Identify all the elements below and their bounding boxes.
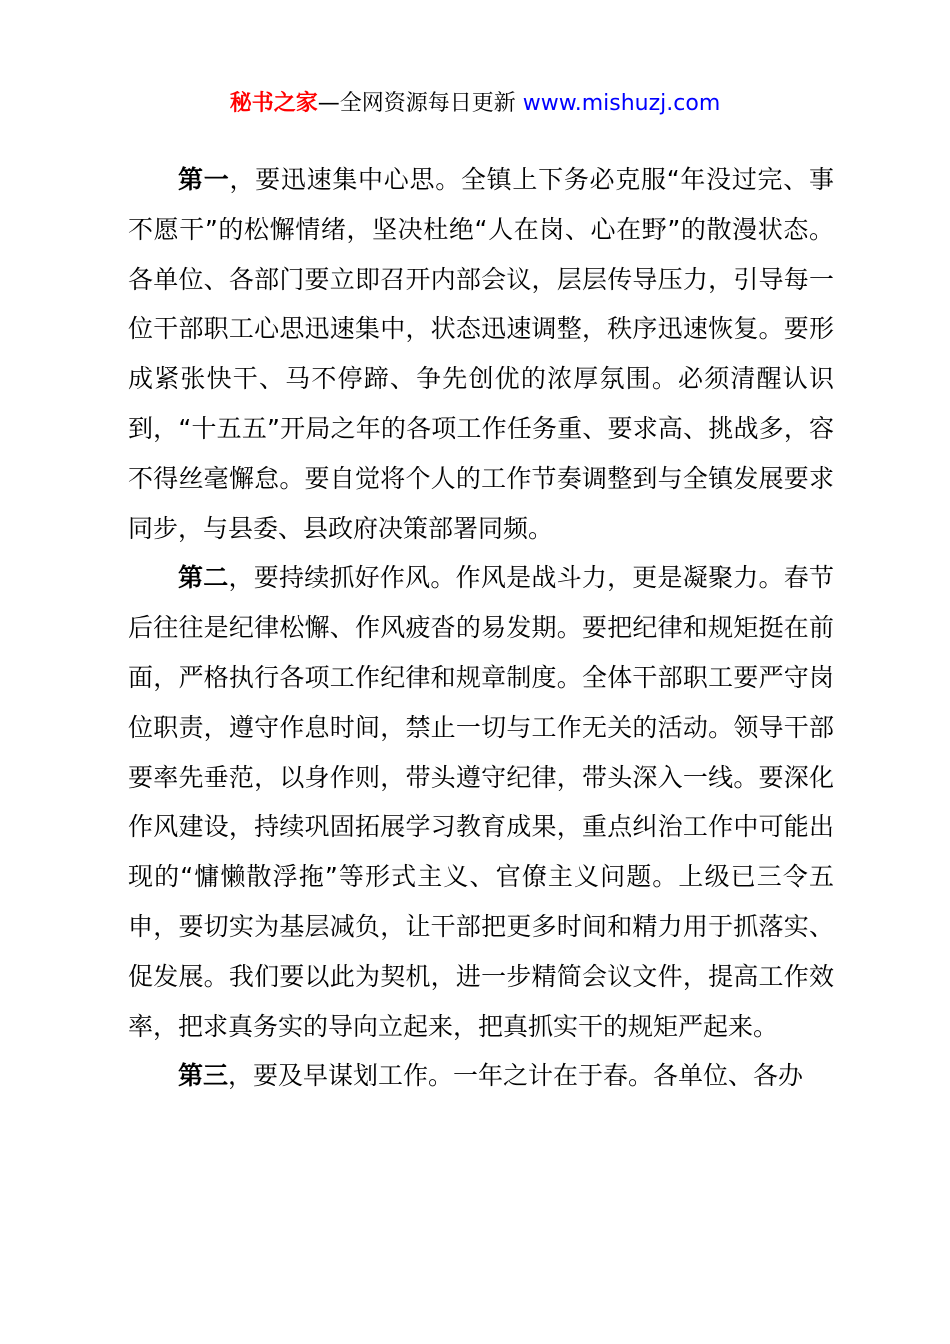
document-body [128,155,834,1101]
paragraph-1 [128,155,834,553]
site-brand: 秘书之家 [229,91,318,116]
paragraph-3 [128,1051,834,1101]
site-url-link[interactable]: www.mishuzj.com [522,91,721,116]
paragraph-lead: 第三 [178,1061,229,1091]
paragraph-text: ，要持续抓好作风。作风是战斗力，更是凝聚力。春节后往往是纪律松懈、作风疲沓的易发期。要把纪律和规矩挺在前面，严格执行各项工作纪律和规章制度。全体干部职工要严守岗位职责，遵守作息时间，禁止一切与工作无关的活动。领导干部要率先垂范，以身作则，带头遵守纪律，带头深入一线。要深化作风建设，持续巩固拓展学习教育成果，重点纠治工作中可能出现的“慵懒散浮拖”等形式主义、官僚主义问题。上级已三令五申，要切实为基层减负，让干部把更多时间和精力用于抓落实、促发展。我们要以此为契机，进一步精简会议文件，提高工作效率，把求真务实的导向立起来，把真抓实干的规矩严起来。 [128,563,834,1041]
paragraph-lead: 第一 [178,165,230,194]
paragraph-lead: 第二 [178,563,229,593]
site-header [0,88,950,120]
paragraph-text: ，要及早谋划工作。一年之计在于春。各单位、各办 [228,1061,804,1091]
paragraph-text: ，要迅速集中心思。全镇上下务必克服“年没过完、事不愿干”的松懈情绪，坚决杜绝“人在岗、心在野”的散漫状态。各单位、各部门要立即召开内部会议，层层传导压力，引导每一位干部职工心思迅速集中，状态迅速调整，秩序迅速恢复。要形成紧张快干、马不停蹄、争先创优的浓厚氛围。必须清醒认识到，“十五五”开局之年的各项工作任务重、要求高、挑战多，容不得丝毫懈怠。要自觉将个人的工作节奏调整到与全镇发展要求同步，与县委、县政府决策部署同频。 [128,165,834,543]
paragraph-2 [128,553,834,1051]
site-tagline: —全网资源每日更新 [317,91,523,116]
